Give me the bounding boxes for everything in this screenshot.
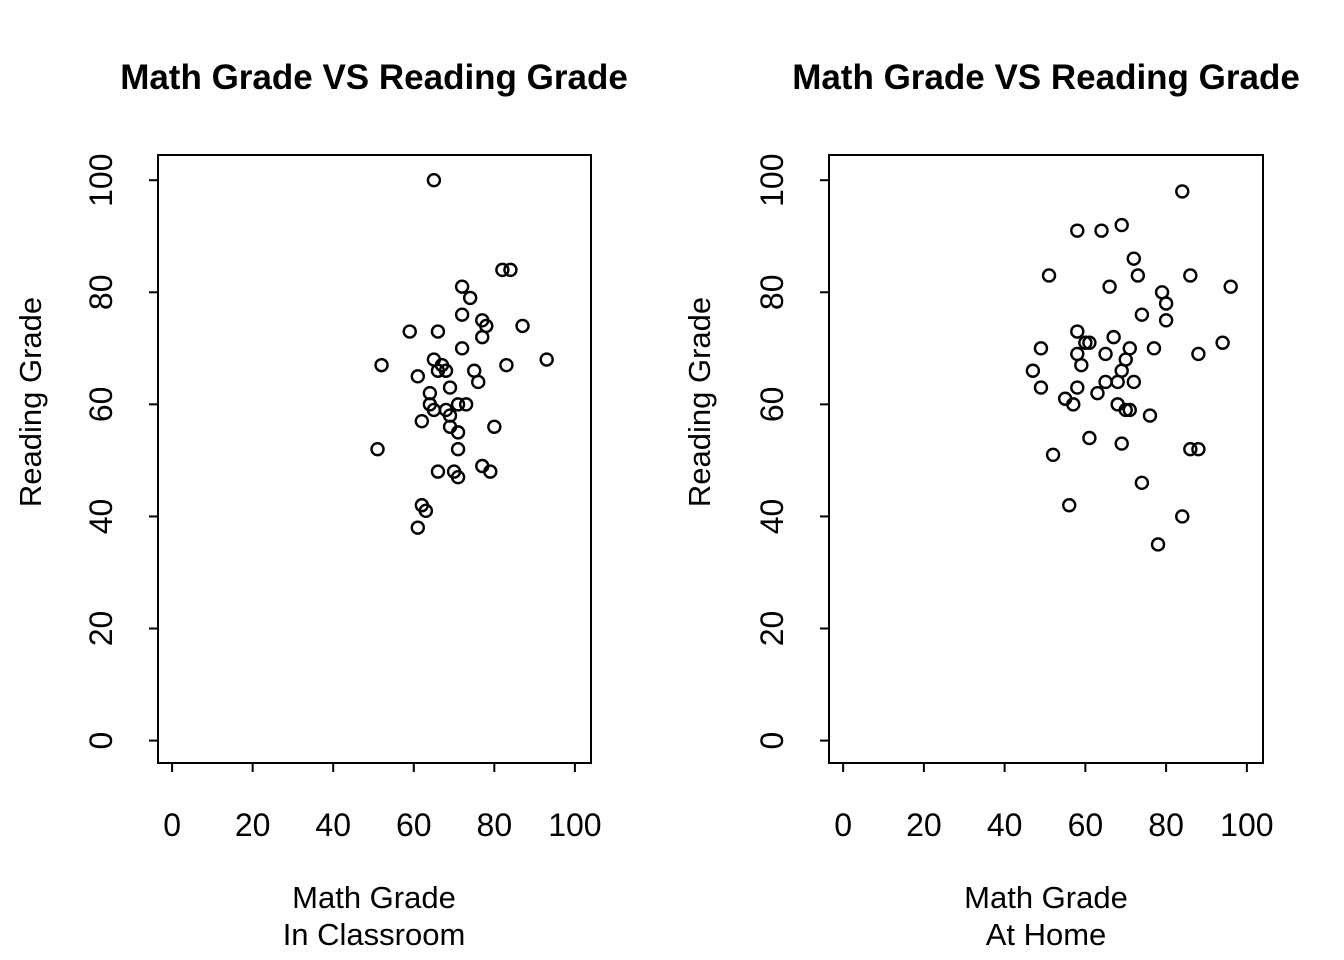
data-point [1152,538,1164,550]
data-point [428,174,440,186]
data-point [1083,432,1095,444]
data-point [1108,331,1120,343]
y-tick-label: 60 [83,386,119,423]
data-point [1116,438,1128,450]
y-tick-label: 40 [754,498,790,535]
y-tick-label: 80 [83,274,119,311]
data-point [452,443,464,455]
y-tick-label: 100 [754,153,790,207]
plot-box [829,155,1263,763]
right-x-axis-label-line1: Math Grade [964,880,1128,915]
x-tick-label: 100 [548,807,602,843]
data-point [1160,297,1172,309]
data-point [1071,225,1083,237]
data-point [412,522,424,534]
right-x-axis-label-line2: At Home [985,917,1107,952]
data-point [1035,382,1047,394]
left-x-axis-label-line1: Math Grade [292,880,456,915]
data-point [464,292,476,304]
data-point [1027,365,1039,377]
x-tick-label: 100 [1220,807,1274,843]
data-point [1043,269,1055,281]
data-point [1217,337,1229,349]
data-point [432,326,444,338]
data-point [456,309,468,321]
x-tick-label: 20 [234,807,271,843]
data-point [517,320,529,332]
data-point [1100,376,1112,388]
data-point [1160,314,1172,326]
data-point [1100,348,1112,360]
data-point [1063,499,1075,511]
data-point [1225,281,1237,293]
data-point [1071,326,1083,338]
data-point [1136,477,1148,489]
data-point [476,331,488,343]
x-tick-label: 20 [906,807,942,843]
data-point [376,359,388,371]
data-point [1192,348,1204,360]
data-point [1116,219,1128,231]
right-x-axis-label [846,879,1246,953]
x-tick-label: 80 [1148,807,1184,843]
data-point [1047,449,1059,461]
data-point [1104,281,1116,293]
left-scatter-panel [83,154,602,843]
y-tick-label: 40 [83,498,119,535]
right-y-axis-label: Reading Grade [682,296,717,508]
data-point [1096,225,1108,237]
data-point [1132,269,1144,281]
left-x-axis-label [174,879,574,953]
x-tick-label: 0 [163,807,181,843]
data-point [1075,359,1087,371]
x-tick-label: 60 [1067,807,1104,843]
data-point [1176,510,1188,522]
data-point [1091,387,1103,399]
data-point [1128,376,1140,388]
y-tick-label: 0 [83,731,119,750]
data-point [404,326,416,338]
right-plot-title: Math Grade VS Reading Grade [792,58,1300,97]
data-point [1035,342,1047,354]
data-point [472,376,484,388]
data-point [1071,382,1083,394]
data-point [500,359,512,371]
x-tick-label: 0 [834,807,853,843]
y-tick-label: 80 [754,274,790,311]
left-plot-title: Math Grade VS Reading Grade [120,58,628,97]
data-point [1184,269,1196,281]
data-point [460,398,472,410]
data-point [372,443,384,455]
y-tick-label: 20 [754,610,790,647]
data-point [416,415,428,427]
data-point [1176,185,1188,197]
x-tick-label: 40 [986,807,1023,843]
x-tick-label: 60 [395,807,432,843]
data-point [1144,410,1156,422]
y-tick-label: 60 [754,386,790,423]
data-point [488,421,500,433]
x-tick-label: 40 [315,807,352,843]
data-point [1124,342,1136,354]
data-point [444,382,456,394]
data-point [504,264,516,276]
data-point [1192,443,1204,455]
data-point [456,281,468,293]
x-tick-label: 80 [476,807,513,843]
data-point [432,466,444,478]
y-tick-label: 0 [754,731,790,750]
y-tick-label: 20 [83,610,119,647]
data-point [456,342,468,354]
data-point [1136,309,1148,321]
plot-box [158,155,591,763]
data-point [412,370,424,382]
data-point [1112,376,1124,388]
left-y-axis-label: Reading Grade [13,296,48,508]
y-tick-label: 100 [83,153,119,207]
right-scatter-panel [754,154,1274,843]
data-point [541,354,553,366]
data-point [1128,253,1140,265]
data-point [1148,342,1160,354]
left-x-axis-label-line2: In Classroom [282,917,466,952]
